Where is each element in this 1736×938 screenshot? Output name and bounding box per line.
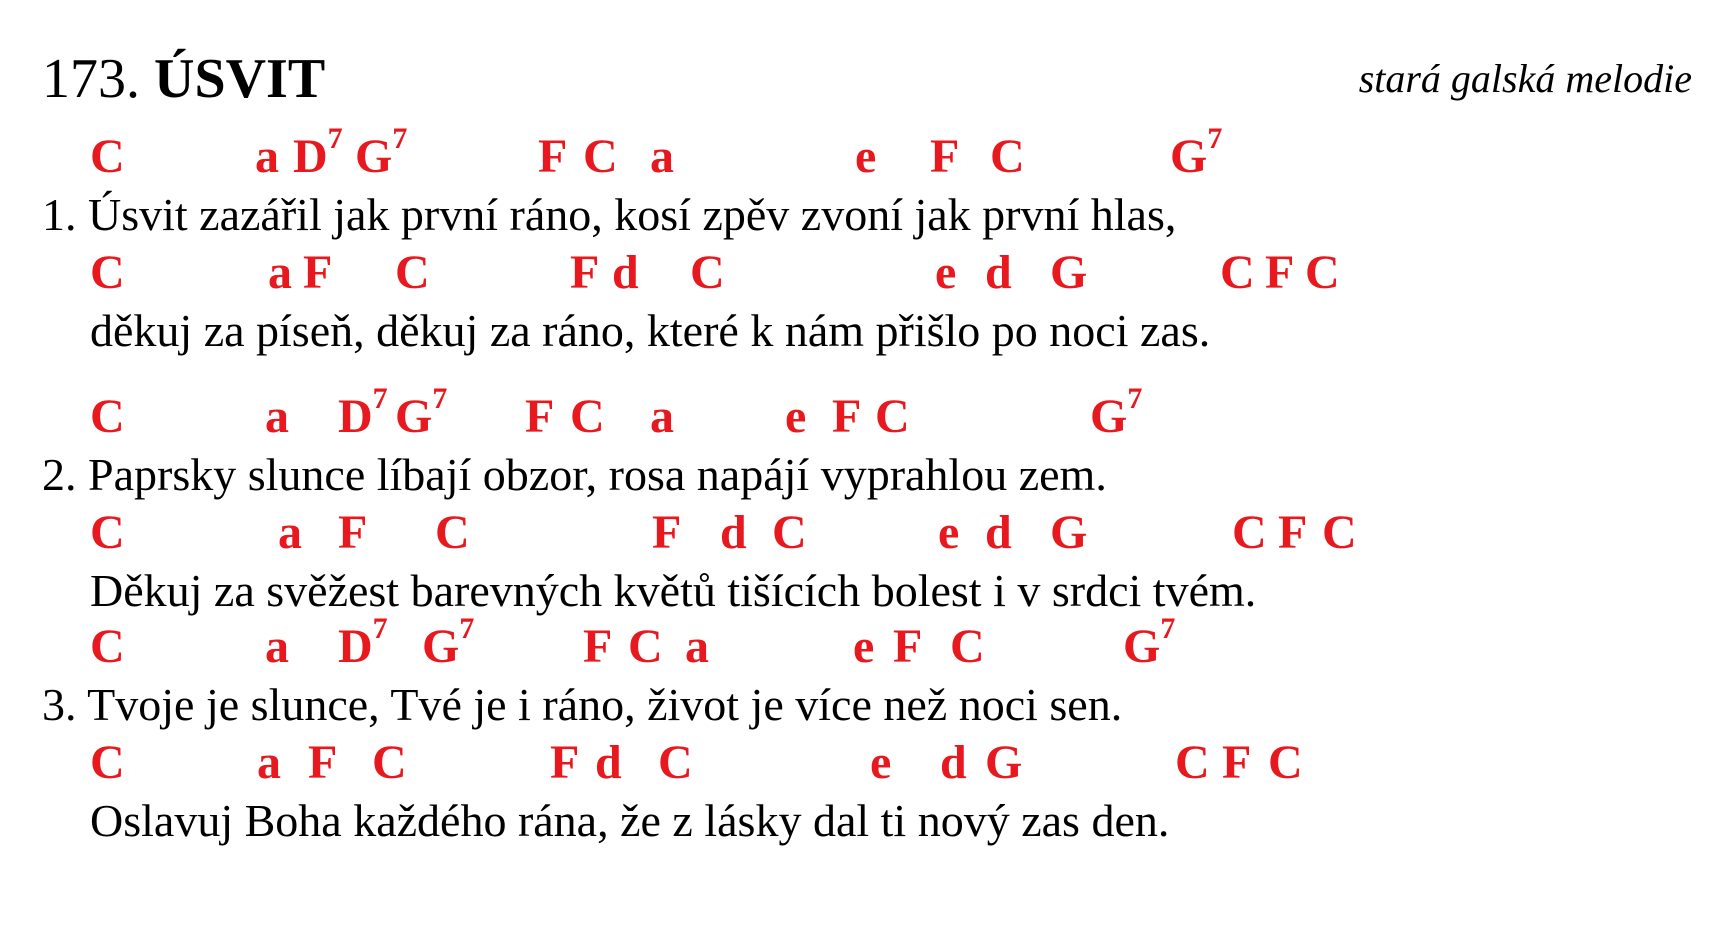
chord: e [935,246,957,299]
chord: F [303,246,333,299]
chord: d [985,246,1012,299]
chord: G [1050,246,1088,299]
chord: C [1322,506,1357,559]
chord: C [372,736,407,789]
chord-extension: 7 [1160,612,1176,645]
chord-line [0,244,1736,302]
chord [338,382,388,446]
chord: a [265,620,289,673]
chord [293,122,343,186]
chord: C [875,390,910,443]
chord: C [690,246,725,299]
chord: C [950,620,985,673]
song-header [42,44,1692,114]
lyric-text: Děkuj za svěžest barevných květů tišících bolest i v srdci tvém. [90,565,1257,616]
chord: e [938,506,960,559]
chord-extension: 7 [372,612,388,645]
chord: F [570,246,600,299]
lyric-text: děkuj za píseň, děkuj za ráno, které k nám přišlo po noci zas. [90,305,1211,356]
chord [1170,122,1223,186]
chord: a [265,390,289,443]
chord: C [772,506,807,559]
chord: F [832,390,862,443]
chord-extension: 7 [1207,122,1223,155]
chord: C [1232,506,1267,559]
lyric-text: 3. Tvoje je slunce, Tvé je i ráno, život je více než noci sen. [42,679,1123,730]
chord: C [1305,246,1340,299]
song-name: ÚSVIT [154,48,326,110]
chord: d [595,736,622,789]
chord-extension: 7 [372,382,388,415]
chord: d [985,506,1012,559]
chord-root: G [1170,130,1208,183]
chord: C [90,736,125,789]
chord: F [1222,736,1252,789]
chord: a [268,246,292,299]
chord: C [583,130,618,183]
chord: C [1220,246,1255,299]
chord: F [338,506,368,559]
chord [422,612,475,676]
chord: C [90,506,125,559]
chord: G [985,736,1023,789]
lyric-line [0,676,1736,734]
chord: C [90,390,125,443]
chord: F [525,390,555,443]
chord [1090,382,1143,446]
chord: e [870,736,892,789]
lyric-text: 2. Paprsky slunce líbají obzor, rosa napájí vyprahlou zem. [42,449,1107,500]
chord: F [550,736,580,789]
chord: a [255,130,279,183]
chord: C [90,246,125,299]
chord: a [278,506,302,559]
chord-root: D [293,130,328,183]
chord-extension: 7 [432,382,448,415]
chord-line [0,504,1736,562]
chord-extension: 7 [327,122,343,155]
chord: F [1278,506,1308,559]
chord-extension: 7 [459,612,475,645]
chord-root: G [355,130,393,183]
chord [355,122,408,186]
melody-attribution: stará galská melodie [1358,56,1692,101]
chord [1123,612,1176,676]
chord-extension: 7 [392,122,408,155]
chord: C [570,390,605,443]
song-title [42,44,325,114]
chord: a [650,390,674,443]
chord: C [1175,736,1210,789]
chord-root: D [338,390,373,443]
chord: C [1268,736,1303,789]
chord: F [893,620,923,673]
chord: C [395,246,430,299]
lyric-text: 1. Úsvit zazářil jak první ráno, kosí zpěv zvoní jak první hlas, [42,189,1177,240]
chord: e [853,620,875,673]
song-number: 173. [42,48,140,110]
chord-root: G [1123,620,1161,673]
chord: d [720,506,747,559]
lyric-line [0,792,1736,850]
chord: F [652,506,682,559]
chord-line [0,122,1736,186]
chord: C [90,130,125,183]
lyric-line [0,446,1736,504]
lyric-line [0,186,1736,244]
chord-root: G [1090,390,1128,443]
chord: G [1050,506,1088,559]
chord: e [785,390,807,443]
chord: C [990,130,1025,183]
chord: a [685,620,709,673]
chord [338,612,388,676]
lyric-line [0,302,1736,360]
chord: C [628,620,663,673]
chord: C [658,736,693,789]
chord: F [930,130,960,183]
chord: C [90,620,125,673]
chord: F [538,130,568,183]
chord: d [612,246,639,299]
chord-extension: 7 [1127,382,1143,415]
chord-line [0,612,1736,676]
chord-line [0,734,1736,792]
chord-line [0,382,1736,446]
lyric-line [0,562,1736,620]
lyric-text: Oslavuj Boha každého rána, že z lásky dal ti nový zas den. [90,795,1170,846]
chord: a [650,130,674,183]
chord: C [435,506,470,559]
chord-root: D [338,620,373,673]
chord: F [583,620,613,673]
chord-root: G [422,620,460,673]
chord: F [1265,246,1295,299]
chord: a [257,736,281,789]
chord [395,382,448,446]
chord: d [940,736,967,789]
chord: F [308,736,338,789]
chord-root: G [395,390,433,443]
chord: e [855,130,877,183]
